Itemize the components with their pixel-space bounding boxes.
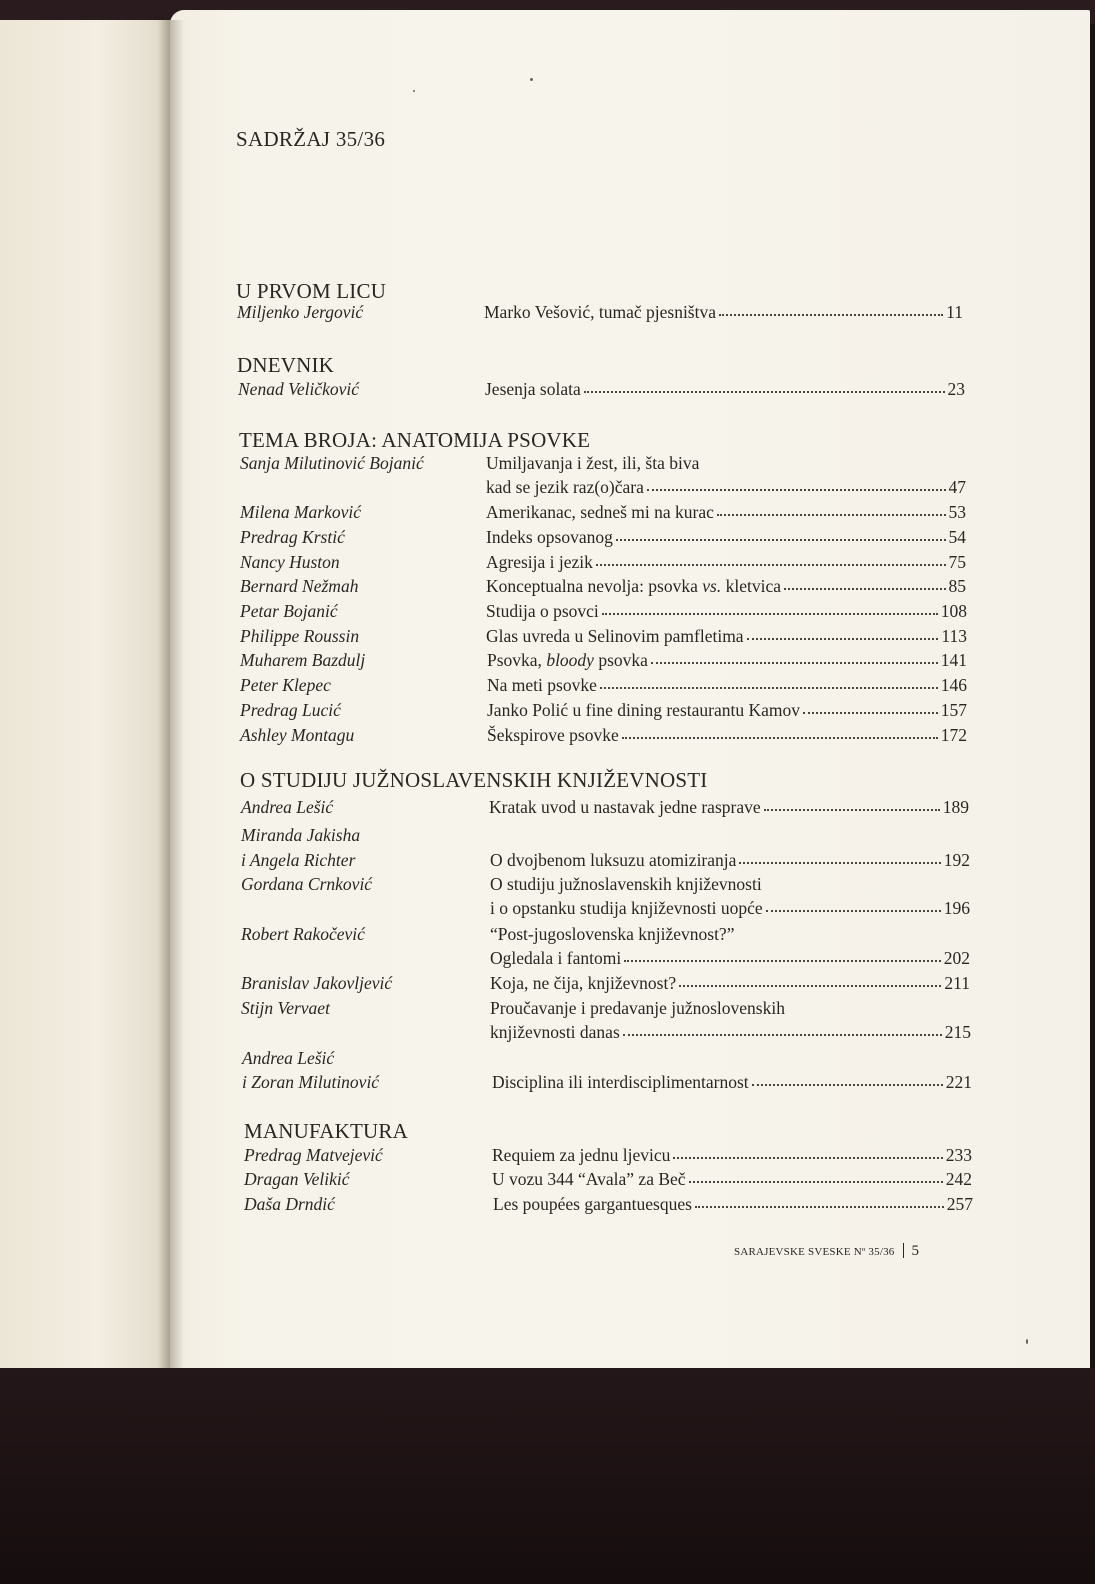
journal-name: SARAJEVSKE SVESKE Nº 35/36 (734, 1246, 895, 1258)
page-number: 211 (944, 973, 970, 993)
article-title: Šekspirove psovke (487, 725, 619, 745)
page-number: 257 (946, 1194, 973, 1214)
page-number: 242 (945, 1169, 972, 1189)
footer-divider (903, 1243, 904, 1258)
leader-dots (622, 733, 938, 739)
article-title: Glas uvreda u Selinovim pamfletima (486, 626, 744, 646)
page-number: 233 (945, 1145, 972, 1165)
author-name: Miranda Jakisha (241, 825, 361, 845)
leader-dots (739, 858, 940, 864)
article-title: književnosti danas (490, 1022, 620, 1042)
article-title: Amerikanac, sedneš mi na kurac (486, 502, 714, 522)
article-title: Umiljavanja i žest, ili, šta biva (486, 453, 700, 473)
leader-dots (584, 387, 945, 393)
author-name: Daša Drndić (244, 1194, 335, 1214)
leader-dots (695, 1202, 944, 1208)
author-name: Andrea Lešić (241, 797, 334, 817)
article-title: kad se jezik raz(o)čara (486, 477, 644, 497)
author-name: Andrea Lešić (242, 1048, 335, 1068)
author-name: Predrag Lucić (240, 700, 341, 720)
article-title: Konceptualna nevolja: psovka vs. kletvica (486, 576, 781, 596)
leader-dots (719, 310, 943, 316)
article-title: Psovka, bloody psovka (487, 650, 648, 670)
leader-dots (747, 634, 939, 640)
leader-dots (623, 1030, 942, 1036)
author-name: i Angela Richter (241, 850, 356, 870)
page-number: 215 (944, 1022, 971, 1042)
author-name: Dragan Velikić (244, 1169, 350, 1189)
leader-dots (717, 510, 946, 516)
author-name: Ashley Montagu (240, 725, 355, 745)
page-number: 146 (940, 675, 967, 695)
page-number: 54 (948, 527, 966, 547)
article-title: Proučavanje i predavanje južnoslovenskih (490, 998, 785, 1018)
section-heading: TEMA BROJA: ANATOMIJA PSOVKE (239, 428, 591, 452)
author-name: Stijn Vervaet (241, 998, 330, 1018)
article-title: Kratak uvod u nastavak jedne rasprave (489, 797, 761, 817)
folio-number: 5 (911, 1243, 920, 1259)
section-heading: O STUDIJU JUŽNOSLAVENSKIH KNJIŽEVNOSTI (240, 768, 708, 792)
author-name: Robert Rakočević (241, 924, 365, 944)
article-title: Indeks opsovanog (486, 527, 613, 547)
page-number: 202 (943, 948, 970, 968)
author-name: Gordana Crnković (241, 874, 373, 894)
page-number: 189 (942, 797, 969, 817)
leader-dots (679, 981, 941, 987)
page-number: 196 (943, 898, 970, 918)
article-title: Marko Vešović, tumač pjesništva (484, 302, 716, 322)
author-name: Muharem Bazdulj (240, 650, 366, 670)
article-title: O dvojbenom luksuzu atomiziranja (490, 850, 737, 870)
page-number: 192 (943, 850, 970, 870)
article-title: O studiju južnoslavenskih književnosti (490, 874, 762, 894)
page-number: 113 (941, 626, 967, 646)
article-title: Les poupées gargantuesques (493, 1194, 692, 1214)
leader-dots (764, 805, 940, 811)
page-number: 141 (940, 650, 967, 670)
scan-speck (1026, 1339, 1028, 1344)
section-heading: MANUFAKTURA (244, 1119, 408, 1143)
leader-dots (784, 584, 946, 590)
author-name: Milena Marković (240, 502, 361, 522)
article-title: i o opstanku studija književnosti uopće (490, 898, 763, 918)
page-number: 53 (948, 502, 966, 522)
page-number: 47 (948, 477, 966, 497)
article-title: U vozu 344 “Avala” za Beč (492, 1169, 686, 1189)
author-name: Petar Bojanić (240, 601, 338, 621)
page-title: SADRŽAJ 35/36 (236, 127, 386, 151)
article-title: Disciplina ili interdisciplimentarnost (492, 1072, 749, 1092)
leader-dots (651, 658, 938, 664)
author-name: Predrag Krstić (240, 527, 345, 547)
article-title: Ogledala i fantomi (490, 948, 622, 968)
author-name: Peter Klepec (240, 675, 331, 695)
author-name: Philippe Roussin (240, 626, 360, 646)
author-name: Miljenko Jergović (237, 302, 364, 322)
leader-dots (803, 708, 938, 714)
section-heading: U PRVOM LICU (236, 279, 387, 303)
article-title: Koja, ne čija, književnost? (490, 973, 677, 993)
page-number: 75 (948, 552, 966, 572)
leader-dots (600, 683, 938, 689)
page-number: 85 (948, 576, 966, 596)
author-name: Nenad Veličković (238, 379, 359, 399)
leader-dots (602, 609, 938, 615)
leader-dots (596, 560, 946, 566)
page-number: 108 (940, 601, 967, 621)
page-number: 11 (946, 302, 963, 322)
article-title: Jesenja solata (485, 379, 581, 399)
article-title: Requiem za jednu ljevicu (492, 1145, 671, 1165)
leader-dots (673, 1153, 942, 1159)
page-number: 23 (947, 379, 965, 399)
page-number: 172 (940, 725, 967, 745)
leader-dots (624, 956, 941, 962)
article-title: Janko Polić u fine dining restaurantu Kamov (487, 700, 800, 720)
leader-dots (689, 1177, 943, 1183)
leader-dots (766, 906, 941, 912)
leader-dots (752, 1080, 943, 1086)
scan-speck (530, 78, 533, 81)
scan-speck (413, 90, 415, 92)
article-title: Studija o psovci (486, 601, 599, 621)
author-name: Bernard Nežmah (240, 576, 359, 596)
article-title: Agresija i jezik (486, 552, 593, 572)
author-name: Sanja Milutinović Bojanić (240, 453, 424, 473)
page-number: 157 (940, 700, 967, 720)
article-title: Na meti psovke (487, 675, 597, 695)
section-heading: DNEVNIK (237, 353, 335, 377)
author-name: i Zoran Milutinović (242, 1072, 380, 1092)
page-number: 221 (945, 1072, 972, 1092)
leader-dots (647, 485, 946, 491)
leader-dots (616, 535, 946, 541)
page-footer (734, 1243, 919, 1260)
article-title: “Post-jugoslovenska književnost?” (490, 924, 735, 944)
author-name: Branislav Jakovljević (241, 973, 393, 993)
author-name: Nancy Huston (240, 552, 340, 572)
author-name: Predrag Matvejević (244, 1145, 383, 1165)
